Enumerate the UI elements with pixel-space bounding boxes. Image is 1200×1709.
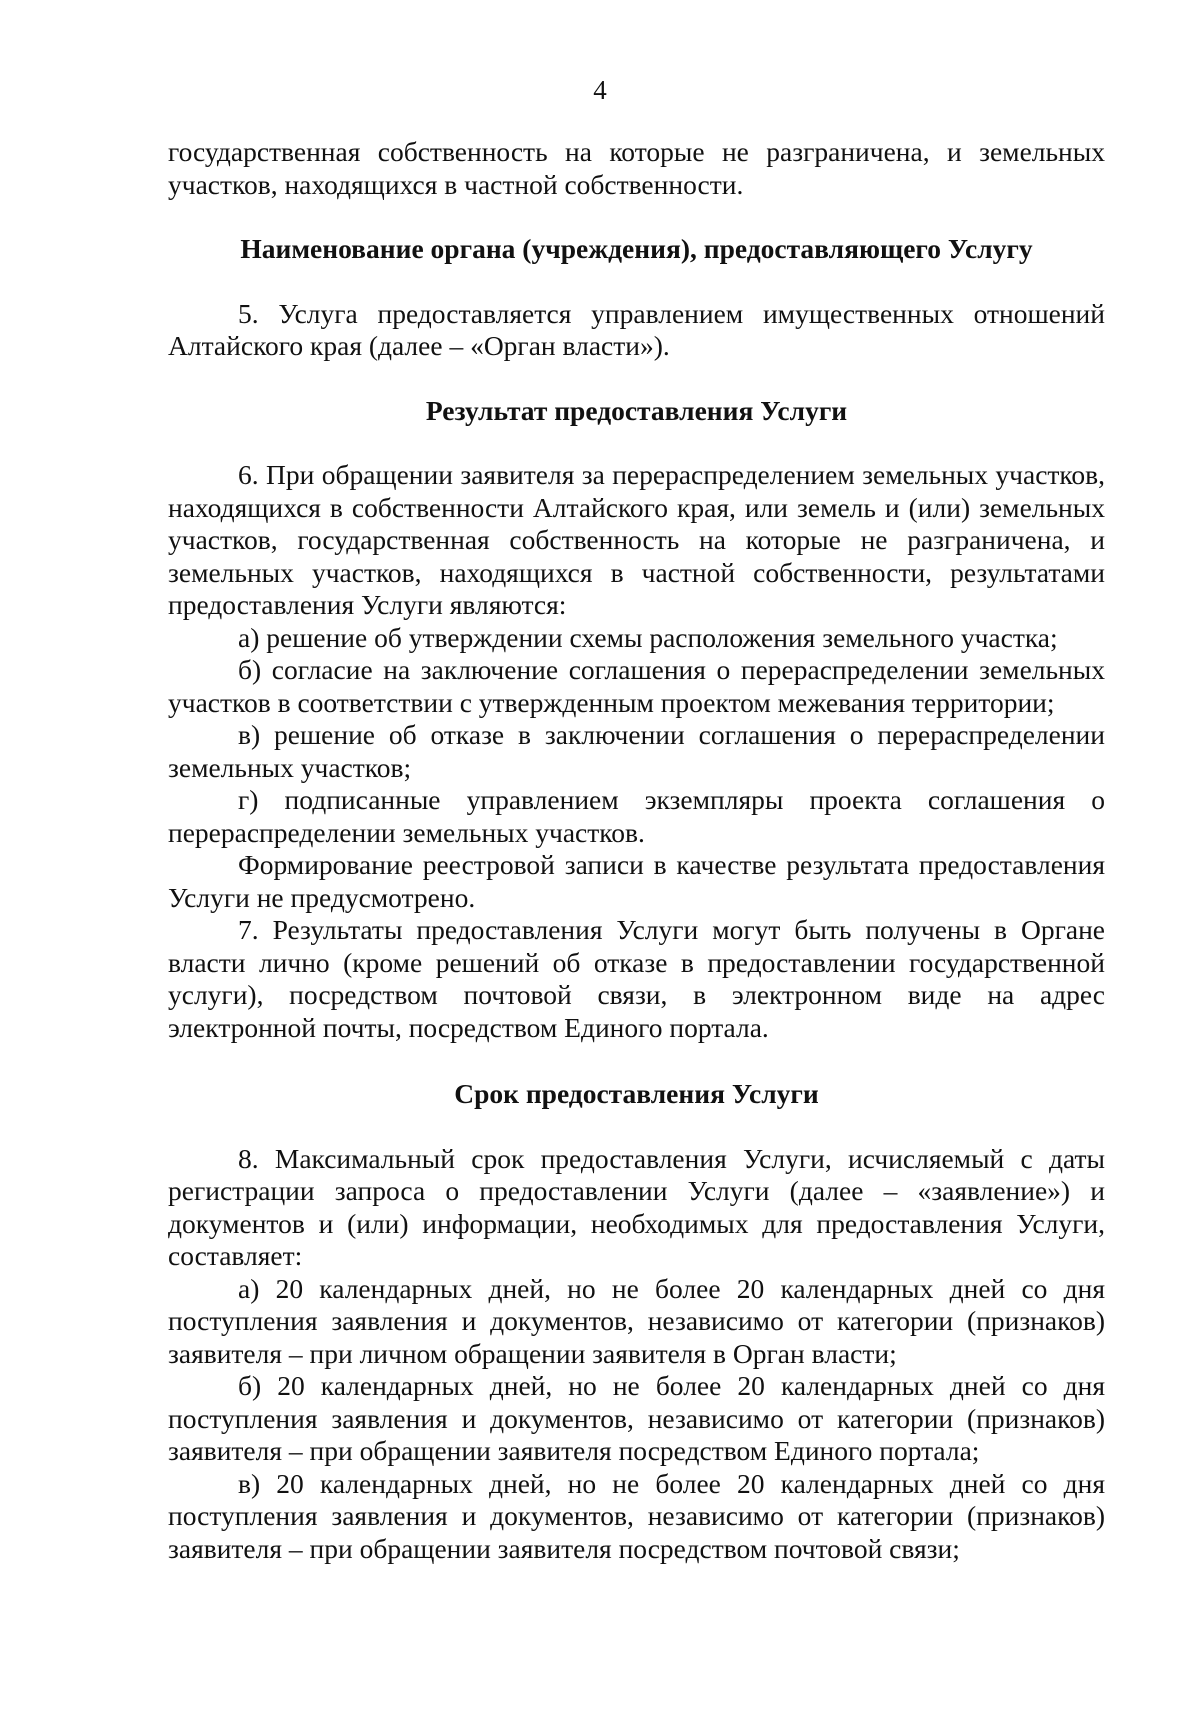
paragraph-5: 5. Услуга предоставляется управлением имущественных отношений Алтайского края (далее – «Орган власти»). — [168, 297, 1105, 361]
paragraph-registry-note: Формирование реестровой записи в качестве результата предоставления Услуги не предусмотрено. — [168, 849, 1105, 913]
paragraph-6-item-v: в) решение об отказе в заключении соглашения о перераспределении земельных участков; — [168, 719, 1105, 783]
paragraph-8: 8. Максимальный срок предоставления Услуги, исчисляемый с даты регистрации запроса о предоставлении Услуги (далее – «заявление») и документов и (или) информации, необходимых для предоставления Услуги, составляет: — [168, 1142, 1105, 1271]
paragraph-6-item-g: г) подписанные управлением экземпляры проекта соглашения о перераспределении земельных участков. — [168, 784, 1105, 848]
section-heading-term: Срок предоставления Услуги — [454, 1078, 819, 1109]
paragraph-6: 6. При обращении заявителя за перераспределением земельных участков, находящихся в собственности Алтайского края, или земель и (или) земельных участков, государственная собственность на которые не разграничена, и земельных участков, находящихся в частной собственности, результатами предоставления Услуги являются: — [168, 459, 1105, 620]
paragraph-6-item-a: а) решение об утверждении схемы расположения земельного участка; — [238, 621, 1058, 653]
paragraph-8-item-v: в) 20 календарных дней, но не более 20 календарных дней со дня поступления заявления и документов, независимо от категории (признаков) заявителя – при обращении заявителя посредством почтовой связи; — [168, 1467, 1105, 1564]
paragraph-7: 7. Результаты предоставления Услуги могут быть получены в Органе власти лично (кроме решений об отказе в предоставлении государственной услуги), посредством почтовой связи, в электронном виде на адрес электронной почты, посредством Единого портала. — [168, 914, 1105, 1043]
section-heading-result: Результат предоставления Услуги — [425, 394, 848, 426]
paragraph-continuation: государственная собственность на которые не разграничена, и земельных участков, находящихся в частной собственности. — [168, 136, 1105, 200]
document-body — [168, 136, 1105, 1565]
paragraph-8-item-b: б) 20 календарных дней, но не более 20 календарных дней со дня поступления заявления и документов, независимо от категории (признаков) заявителя – при обращении заявителя посредством Единого портала; — [168, 1370, 1105, 1466]
page-number: 4 — [593, 75, 607, 105]
section-heading-authority: Наименование органа (учреждения), предоставляющего Услугу — [240, 233, 1033, 264]
paragraph-6-item-b: б) согласие на заключение соглашения о перераспределении земельных участков в соответствии с утвержденным проектом межевания территории; — [168, 654, 1105, 718]
paragraph-8-item-a: а) 20 календарных дней, но не более 20 календарных дней со дня поступления заявления и документов, независимо от категории (признаков) заявителя – при личном обращении заявителя в Орган власти; — [168, 1272, 1105, 1369]
